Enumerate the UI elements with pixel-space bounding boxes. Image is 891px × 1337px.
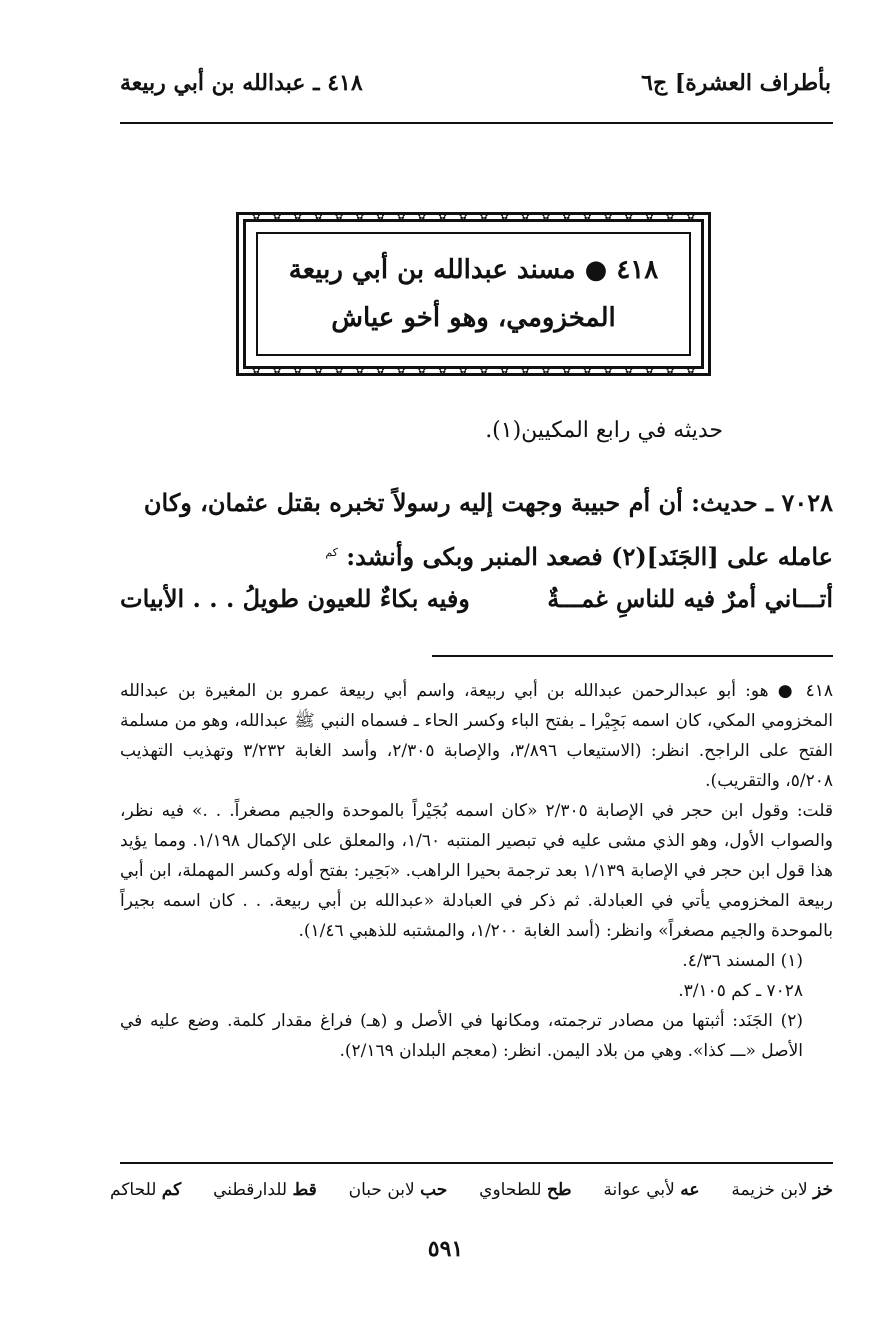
header-volume-title: بأطراف العشرة] ج٦ xyxy=(641,70,831,96)
page-number: ٥٩١ xyxy=(427,1236,464,1262)
poem-verse xyxy=(120,574,833,624)
header-rule xyxy=(120,122,833,124)
footnote: (١) المسند ٤/٣٦. xyxy=(682,951,803,971)
hadith-siglum: كم xyxy=(325,546,338,559)
sigla-item: قط للدارقطني xyxy=(213,1180,317,1200)
sigla-item: عه لأبي عوانة xyxy=(603,1180,700,1200)
note-paragraph: ٤١٨ ● هو: أبو عبدالرحمن عبدالله بن أبي ربيعة، واسم أبي ربيعة عمرو بن المغيرة بن عبدالله المخزومي المكي، كان اسمه بَجِيْرا ـ بفتح الباء وكسر الحاء ـ فسماه النبي ﷺ عبدالله، وهو من مسلمة الفتح على الراجح. انظر: (الاستيعاب ٣/٨٩٦، والإصابة ٢/٣٠٥، وأسد الغابة ٣/٢٣٢ وتهذيب التهذيب ٥/٢٠٨، والتقريب). xyxy=(120,681,833,791)
header-section-title: ٤١٨ ـ عبدالله بن أبي ربيعة xyxy=(120,70,363,96)
section-title xyxy=(256,232,691,356)
notes-section xyxy=(120,676,833,1066)
sigla-item: حب لابن حبان xyxy=(348,1180,448,1200)
running-header xyxy=(120,70,831,110)
footer-rule xyxy=(120,1162,833,1164)
ornament-border-bottom: ✿ ✿ ✿ ✿ ✿ ✿ ✿ ✿ ✿ ✿ ✿ ✿ ✿ ✿ ✿ ✿ ✿ ✿ ✿ ✿ ✿ ✿ xyxy=(252,365,695,376)
hadith-entry xyxy=(120,478,833,582)
footnote: (٢) الجَنَد: أثبتها من مصادر ترجمته، ومكانها في الأصل و (هـ) فراغ مقدار كلمة. وضع عليه في الأصل «ـــ كذا». وهي من بلاد اليمن. انظر: (معجم البلدان ٢/١٦٩). xyxy=(120,1011,803,1061)
poem-hemistich-1: أتـــاني أمرٌ فيه للناسِ غمـــةٌ xyxy=(547,584,833,613)
note-paragraph: قلت: وقول ابن حجر في الإصابة ٢/٣٠٥ «كان اسمه بُجَيْراً بالموحدة والجيم مصغراً. . .» فيه نظر، والصواب الأول، وهو الذي مشى عليه في تبصير المنتبه ١/٦٠، والمعلق على الإكمال ١/١٩٨. ومما يؤيد هذا قول ابن حجر في الإصابة ١/١٣٩ بعد ترجمة بحيرا الراهب. «بَحِير: بفتح أوله وكسر المهملة، ابن أبي ربيعة المخزومي يأتي في العبادلة. ثم ذكر في العبادلة «عبدالله بن أبي ربيعة. . . كان اسمه بجيراً بالموحدة والجيم مصغراً» وانظر: (أسد الغابة ١/٢٠٠، والمشتبه للذهبي ١/٤٦). xyxy=(120,801,834,941)
section-title-frame xyxy=(236,212,711,376)
section-title-line-2: المخزومي، وهو أخو عياش xyxy=(331,303,616,333)
intro-text: حديثه في رابع المكيين(١). xyxy=(485,418,723,443)
hadith-text: ـ حديث: أن أم حبيبة وجهت إليه رسولاً تخبره بقتل عثمان، وكان عامله على [الجَنَد](٢) فصعد المنبر وبكى وأنشد: xyxy=(143,488,833,571)
sigla-legend xyxy=(110,1180,833,1200)
sigla-item: خز لابن خزيمة xyxy=(731,1180,833,1200)
section-title-line-1: ٤١٨ ● مسند عبدالله بن أبي ربيعة xyxy=(288,255,659,285)
ornament-border-top: ✿ ✿ ✿ ✿ ✿ ✿ ✿ ✿ ✿ ✿ ✿ ✿ ✿ ✿ ✿ ✿ ✿ ✿ ✿ ✿ ✿ ✿ xyxy=(252,211,695,222)
sigla-item: كم للحاكم xyxy=(110,1180,182,1200)
poem-hemistich-2: وفيه بكاءٌ للعيون طويلُ . . . الأبيات xyxy=(120,584,470,613)
footnote: ٧٠٢٨ ـ كم ٣/١٠٥. xyxy=(678,981,803,1001)
hadith-number: ٧٠٢٨ xyxy=(781,488,833,517)
footnote-separator xyxy=(432,655,833,657)
sigla-item: طح للطحاوي xyxy=(479,1180,572,1200)
